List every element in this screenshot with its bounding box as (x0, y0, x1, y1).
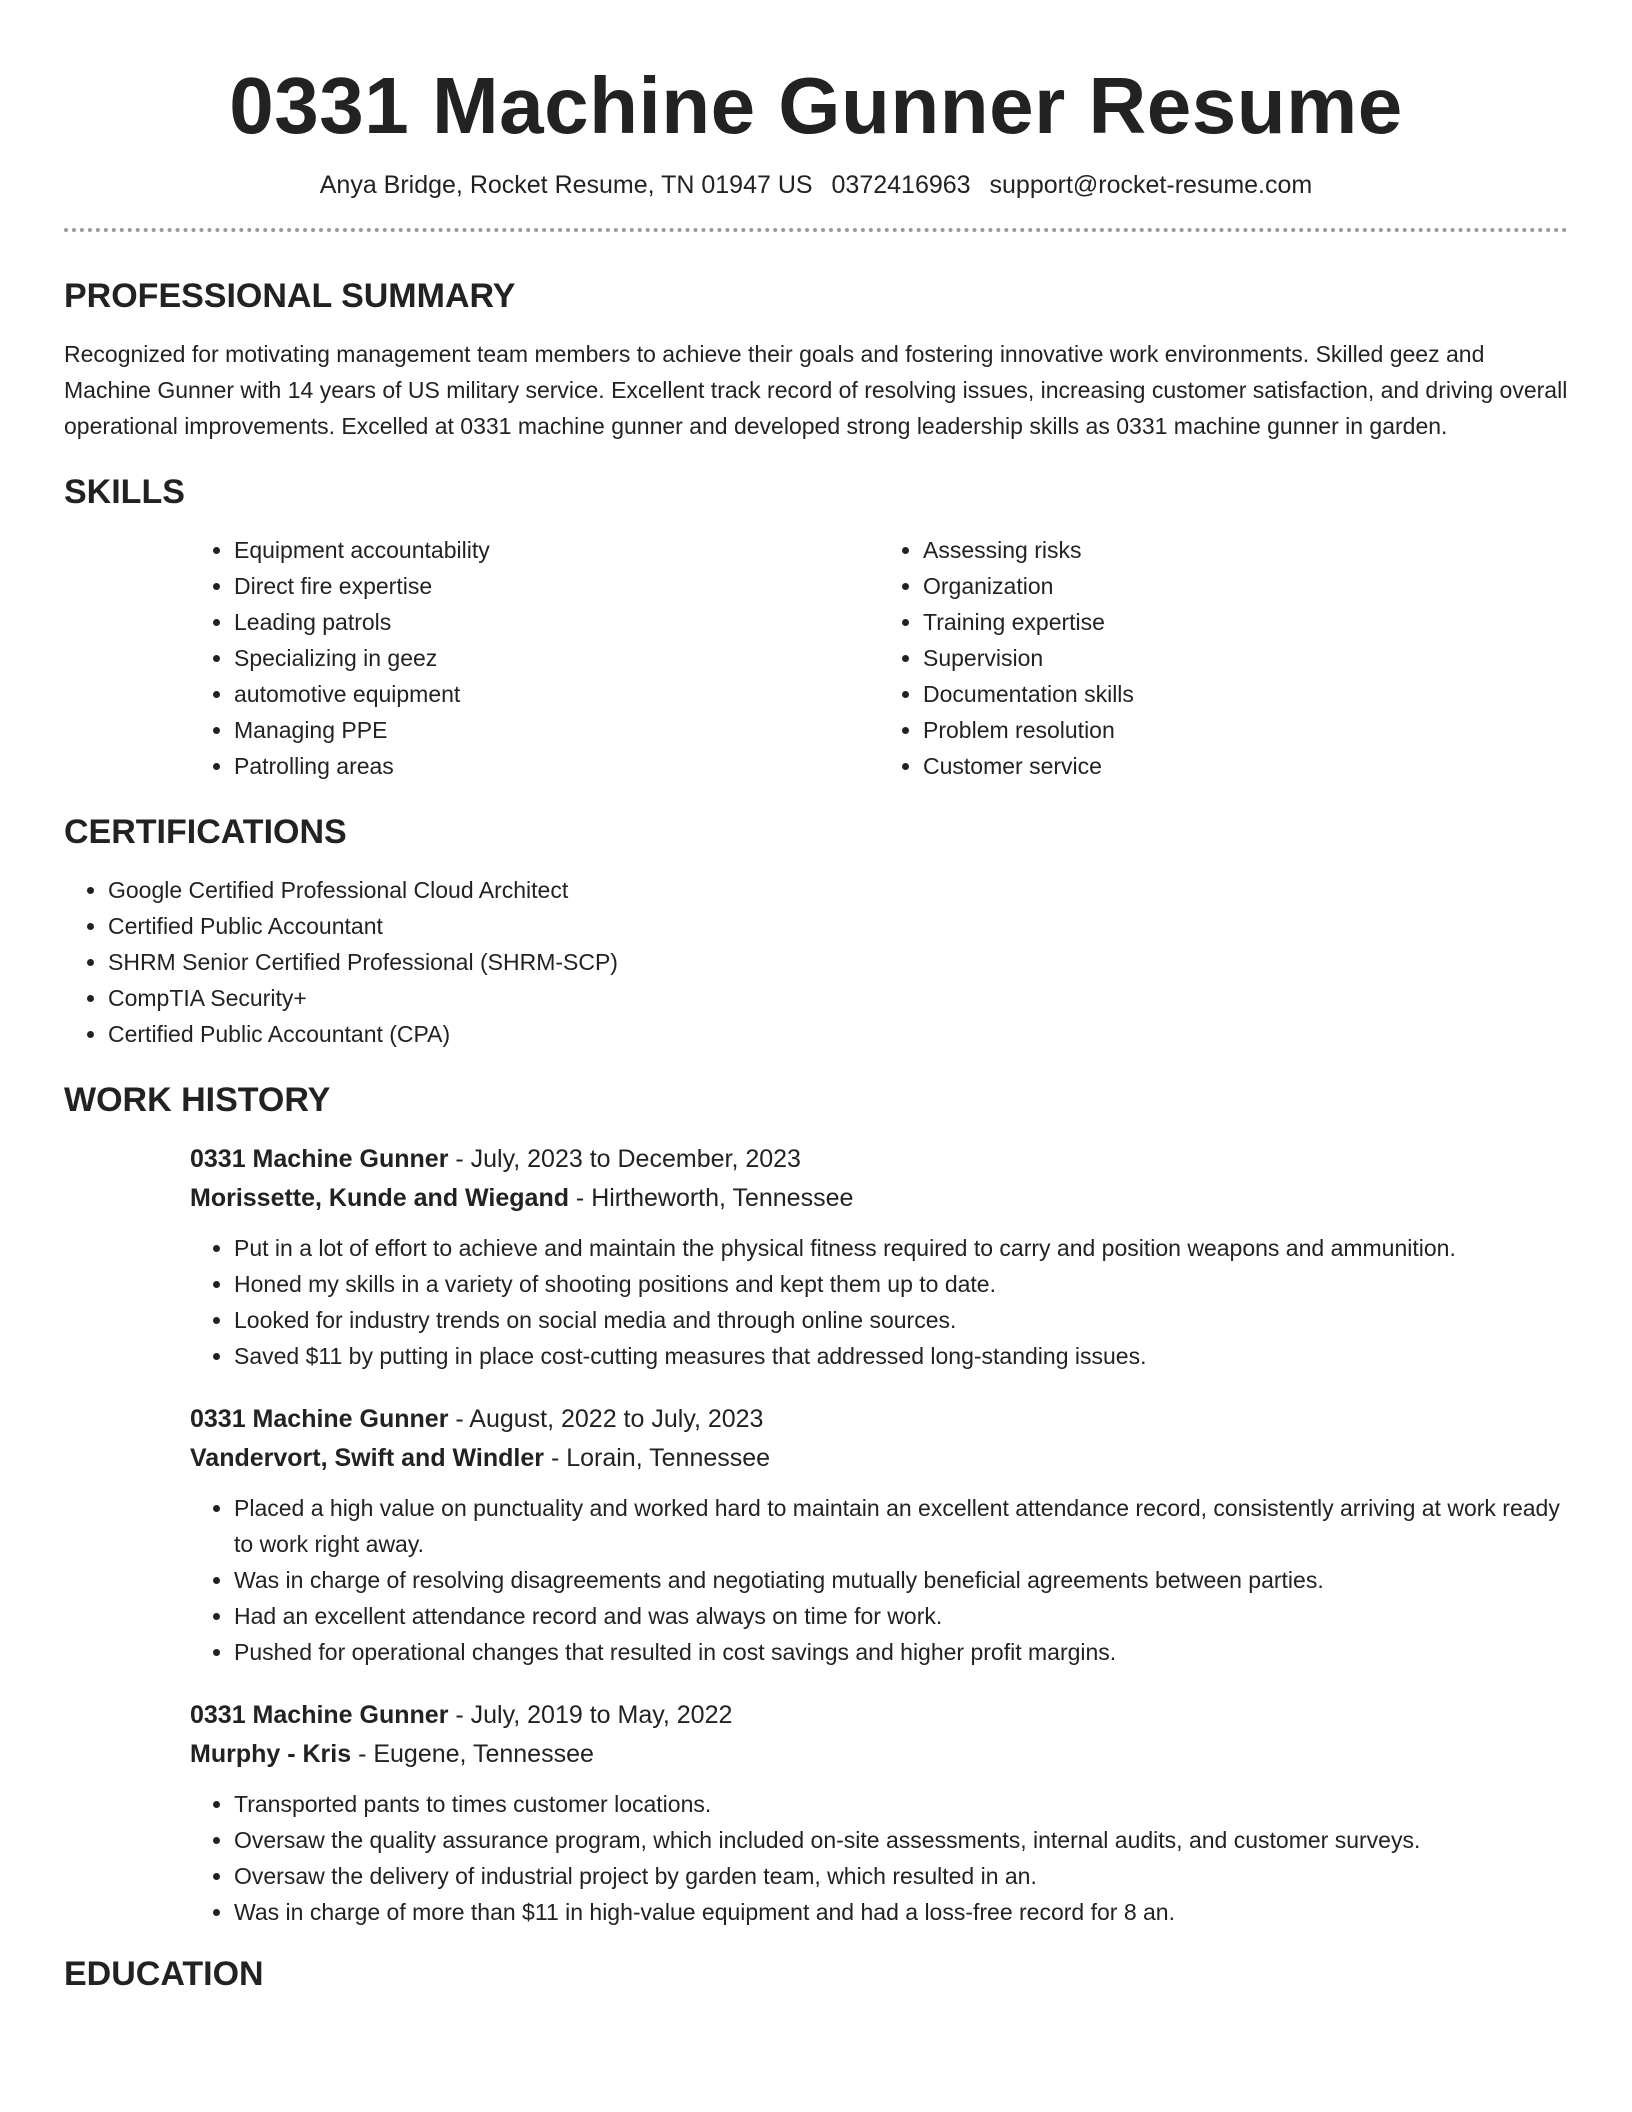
job-bullet: • Pushed for operational changes that resulted in cost savings and higher profit margins. (234, 1634, 1568, 1670)
page-title: 0331 Machine Gunner Resume (229, 61, 1403, 150)
job-bullet: • Was in charge of more than $11 in high-value equipment and had a loss-free record for 8 an. (234, 1894, 1568, 1930)
job-location: - Hirtheworth, Tennessee (568, 1184, 854, 1212)
job-location: - Eugene, Tennessee (351, 1740, 594, 1768)
job-bullet: • Transported pants to times customer locations. (234, 1786, 1568, 1822)
skills-heading: SKILLS (64, 473, 185, 511)
job-bullet: • Honed my skills in a variety of shooting positions and kept them up to date. (234, 1266, 1568, 1302)
job-dates: - August, 2022 to July, 2023 (448, 1405, 764, 1433)
certification-item: • SHRM Senior Certified Professional (SHRM-SCP) (108, 944, 1568, 980)
skill-item: • Equipment accountability (234, 532, 879, 568)
summary-section (64, 274, 1568, 444)
summary-text: Recognized for motivating management team members to achieve their goals and fostering innovative work environments. Skilled geez and Machine Gunner with 14 years of US military service. Excellent track record of resolving issues, increasing customer satisfaction, and driving overall operational improvements. Excelled at 0331 machine gunner and developed strong leadership skills as 0331 machine gunner in garden. (64, 341, 1568, 439)
job-entry (190, 1400, 1568, 1670)
work-section (64, 1078, 1568, 1930)
job-bullet: • Placed a high value on punctuality and worked hard to maintain an excellent attendance record, consistently arriving at work ready to work right away. (234, 1490, 1568, 1562)
job-bullet: • Oversaw the quality assurance program, which included on-site assessments, internal audits, and customer surveys. (234, 1822, 1568, 1858)
job-company-line (190, 1735, 1568, 1774)
job-title: 0331 Machine Gunner (190, 1405, 449, 1433)
job-title: 0331 Machine Gunner (190, 1701, 449, 1729)
skill-item: • Assessing risks (923, 532, 1568, 568)
certifications-heading: CERTIFICATIONS (64, 813, 347, 851)
job-title-line (190, 1400, 1568, 1439)
job-bullets (190, 1786, 1568, 1930)
skills-list-right (879, 532, 1568, 784)
job-entry (190, 1140, 1568, 1374)
work-heading: WORK HISTORY (64, 1081, 331, 1119)
job-bullets (190, 1490, 1568, 1670)
contact-address: Anya Bridge, Rocket Resume, TN 01947 US (319, 171, 813, 199)
skills-section (64, 470, 1568, 784)
skill-item: • Supervision (923, 640, 1568, 676)
job-bullet: • Was in charge of resolving disagreements and negotiating mutually beneficial agreements between parties. (234, 1562, 1568, 1598)
skill-item: • Patrolling areas (234, 748, 879, 784)
job-dates: - July, 2019 to May, 2022 (448, 1701, 733, 1729)
skill-item: • Customer service (923, 748, 1568, 784)
certification-item: • Google Certified Professional Cloud Architect (108, 872, 1568, 908)
job-bullet: • Saved $11 by putting in place cost-cutting measures that addressed long-standing issues. (234, 1338, 1568, 1374)
certification-item: • CompTIA Security+ (108, 980, 1568, 1016)
education-heading: EDUCATION (64, 1955, 264, 1993)
certification-item: • Certified Public Accountant (CPA) (108, 1016, 1568, 1052)
contact-line (64, 168, 1568, 202)
education-section (64, 1952, 1568, 1996)
certifications-section (64, 810, 1568, 1052)
certification-item: • Certified Public Accountant (108, 908, 1568, 944)
job-company: Morissette, Kunde and Wiegand (190, 1184, 569, 1212)
header-divider (64, 228, 1568, 232)
job-bullet: • Put in a lot of effort to achieve and maintain the physical fitness required to carry and position weapons and ammunition. (234, 1230, 1568, 1266)
job-bullets (190, 1230, 1568, 1374)
skill-item: • Leading patrols (234, 604, 879, 640)
skills-list-left (190, 532, 879, 784)
skill-item: • Training expertise (923, 604, 1568, 640)
job-company-line (190, 1439, 1568, 1478)
contact-email: support@rocket-resume.com (989, 171, 1313, 199)
skills-grid (190, 532, 1568, 784)
resume-page (64, 0, 1568, 1996)
job-company-line (190, 1179, 1568, 1218)
job-company: Vandervort, Swift and Windler (190, 1444, 544, 1472)
skill-item: • Documentation skills (923, 676, 1568, 712)
contact-phone: 0372416963 (831, 171, 971, 199)
job-title: 0331 Machine Gunner (190, 1145, 449, 1173)
skill-item: • Specializing in geez (234, 640, 879, 676)
job-dates: - July, 2023 to December, 2023 (448, 1145, 801, 1173)
skill-item: • Problem resolution (923, 712, 1568, 748)
job-bullet: • Had an excellent attendance record and was always on time for work. (234, 1598, 1568, 1634)
job-bullet: • Looked for industry trends on social media and through online sources. (234, 1302, 1568, 1338)
certifications-list (64, 872, 1568, 1052)
job-title-line (190, 1140, 1568, 1179)
job-bullet: • Oversaw the delivery of industrial project by garden team, which resulted in an. (234, 1858, 1568, 1894)
skill-item: • Managing PPE (234, 712, 879, 748)
job-company: Murphy - Kris (190, 1740, 352, 1768)
summary-heading: PROFESSIONAL SUMMARY (64, 277, 516, 315)
job-location: - Lorain, Tennessee (544, 1444, 771, 1472)
skill-item: • Organization (923, 568, 1568, 604)
job-title-line (190, 1696, 1568, 1735)
skill-item: • Direct fire expertise (234, 568, 879, 604)
job-entry (190, 1696, 1568, 1930)
skill-item: • automotive equipment (234, 676, 879, 712)
